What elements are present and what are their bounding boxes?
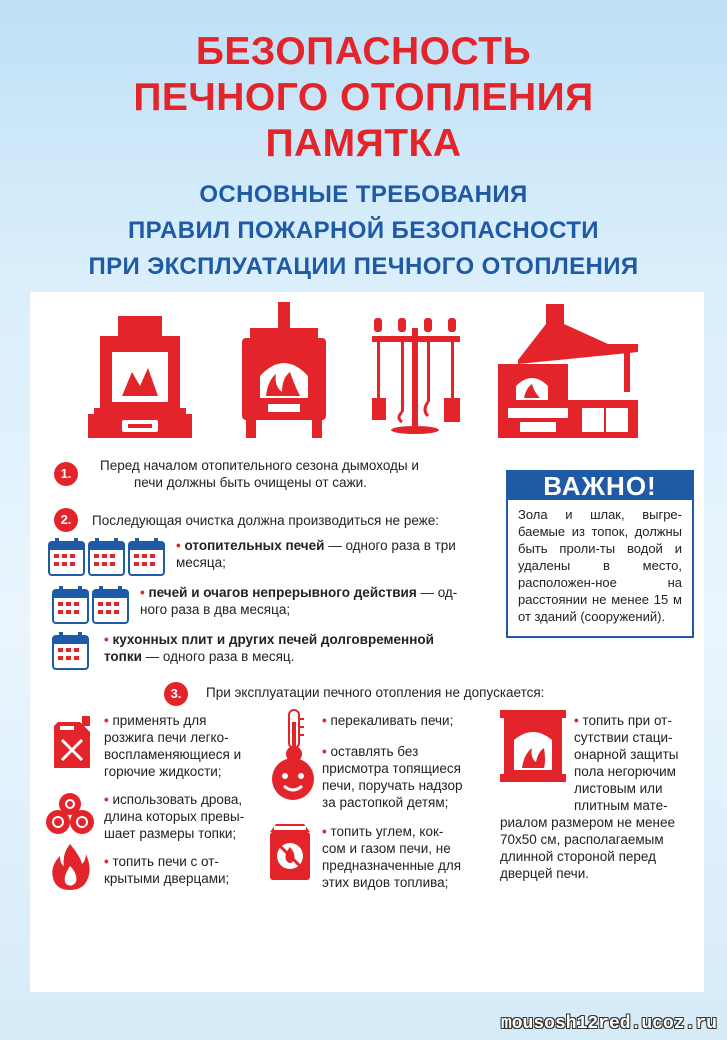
col3-line-4: пола негорючим [574, 764, 676, 779]
section-1-line-1: Перед началом отопительного сезона дымоходы и [100, 458, 419, 473]
calendar-icon-1 [52, 632, 90, 670]
masonry-oven-icon [498, 304, 640, 438]
col1-item-1-line-4: горючие жидкости; [104, 764, 222, 779]
fireplace-icon [88, 316, 192, 438]
col3-line-6: плитным мате- [574, 798, 668, 813]
section-3-number: 3. [164, 682, 188, 706]
col3-line-1: • топить при от- [574, 713, 672, 728]
section-2-item-1: • отопительных печей — одного раза в три [176, 538, 456, 553]
section-2-number: 2. [54, 508, 78, 532]
col1-item-2-line-2: длина которых превы- [104, 809, 245, 824]
col2-item-2-line-1: • оставлять без [322, 744, 419, 759]
title-line-3: ПАМЯТКА [265, 122, 462, 165]
section-1-line-2: печи должны быть очищены от сажи. [134, 475, 367, 490]
section-2-text: Последующая очистка должна производиться не реже: [92, 513, 439, 528]
col2-item-3-line-2: сом и газом печи, не [322, 841, 451, 856]
coal-bag-icon [266, 820, 314, 882]
fuel-canister-icon [50, 714, 94, 770]
title-line-2: ПЕЧНОГО ОТОПЛЕНИЯ [133, 76, 594, 119]
subtitle-line-3: ПРИ ЭКСПЛУАТАЦИИ ПЕЧНОГО ОТОПЛЕНИЯ [88, 253, 639, 280]
watermark: mousosh12red.ucoz.ru [500, 1014, 717, 1034]
firewood-icon [44, 792, 100, 836]
title-line-1: БЕЗОПАСНОСТЬ [195, 30, 532, 73]
section-3-text: При эксплуатации печного отопления не допускается: [206, 685, 545, 700]
col1-item-1-line-1: • применять для [104, 713, 207, 728]
col2-item-1-line-1: • перекаливать печи; [322, 713, 454, 728]
col2-item-3-line-1: • топить углем, кок- [322, 824, 444, 839]
col2-item-2-line-3: печи, поручать надзор [322, 778, 463, 793]
calendar-icon-2 [52, 586, 130, 624]
section-1-number: 1. [54, 462, 78, 486]
col1-item-2-line-1: • использовать дрова, [104, 792, 243, 807]
stove-icon [238, 302, 330, 438]
col1-item-1-line-3: воспламеняющиеся и [104, 747, 242, 762]
fireplace-floor-icon [500, 710, 566, 782]
fireplace-tools-icon [368, 318, 464, 438]
calendar-icon-3 [48, 538, 166, 576]
col3-line-5: листовым или [574, 781, 663, 796]
col3-line-3: онарной защиты [574, 747, 679, 762]
col2-item-2-line-2: присмотра топящиеся [322, 761, 461, 776]
section-2-item-1-line-2: месяца; [176, 555, 226, 570]
col1-item-2-line-3: шает размеры топки; [104, 826, 237, 841]
col1-item-3-line-2: крытыми дверцами; [104, 871, 230, 886]
child-face-icon [268, 752, 318, 802]
col2-item-3-line-3: предназначенные для [322, 858, 462, 873]
col2-item-2-line-4: за растопкой детям; [322, 795, 449, 810]
section-2-item-3-line-2: топки — одного раза в месяц. [104, 649, 295, 664]
section-2-item-2: • печей и очагов непрерывного действия — од- [140, 585, 458, 600]
subtitle-line-1: ОСНОВНЫЕ ТРЕБОВАНИЯ [199, 181, 528, 208]
col1-item-3-line-1: • топить печи с от- [104, 854, 219, 869]
col3-line-10: дверцей печи. [500, 866, 589, 881]
important-text: Зола и шлак, выгре-баемые из топок, должны быть проли-ты водой и удалены в место, расположен-ное на расстоянии не менее 15 м от зданий (сооружений). [518, 507, 682, 624]
col3-line-9: длинной стороной перед [500, 849, 656, 864]
section-2-item-2-line-2: ного раза в два месяца; [140, 602, 291, 617]
col3-line-7: риалом размером не менее [500, 815, 675, 830]
subtitle-line-2: ПРАВИЛ ПОЖАРНОЙ БЕЗОПАСНОСТИ [128, 217, 599, 244]
col1-item-1-line-2: розжига печи легко- [104, 730, 229, 745]
important-title: ВАЖНО! [508, 472, 692, 500]
col2-item-3-line-4: этих видов топлива; [322, 875, 449, 890]
important-box [506, 470, 694, 638]
col3-line-8: 70х50 см, располагаемым [500, 832, 664, 847]
col3-line-2: сутствии стаци- [574, 730, 673, 745]
fire-icon [50, 842, 90, 892]
section-2-item-3: • кухонных плит и других печей долговременной [104, 632, 434, 647]
